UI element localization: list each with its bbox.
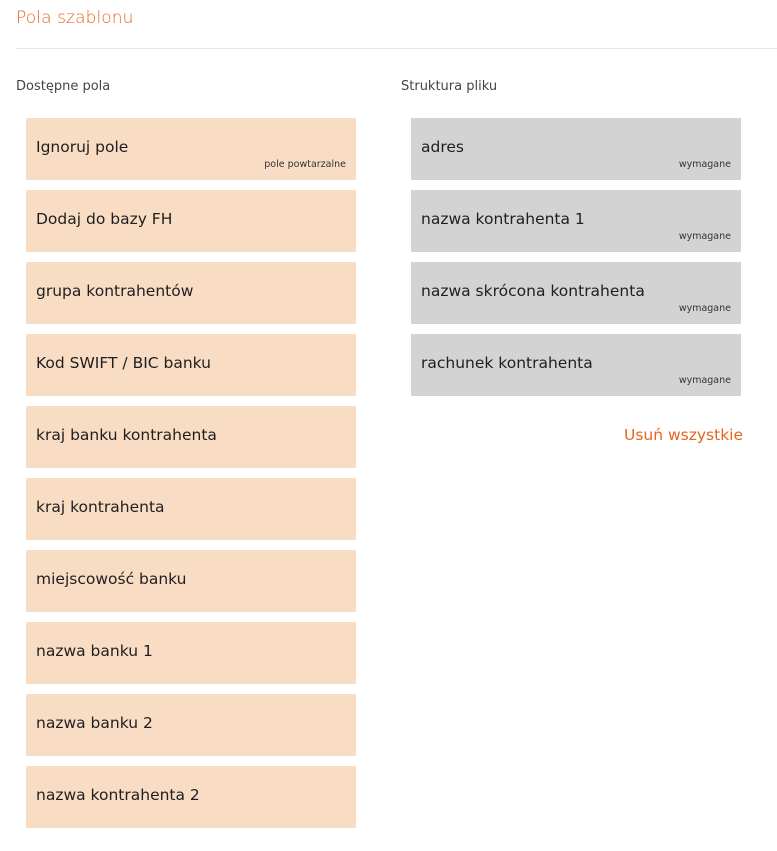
structure-field-contractor-account[interactable] [411,334,741,396]
field-label: Kod SWIFT / BIC banku [36,354,212,372]
file-structure-list [411,118,741,406]
field-label: nazwa banku 1 [36,642,153,660]
required-badge: wymagane [678,159,731,170]
available-fields-list [26,118,356,838]
available-field-ignore[interactable] [26,118,356,180]
available-fields-heading: Dostępne pola [16,79,111,94]
available-field-contractor-name-2[interactable] [26,766,356,828]
available-field-add-to-fh[interactable] [26,190,356,252]
field-label: nazwa kontrahenta 2 [36,786,200,804]
field-label: kraj kontrahenta [36,498,165,516]
available-field-bank-city[interactable] [26,550,356,612]
field-label: miejscowość banku [36,570,187,588]
section-title: Pola szablonu [16,8,134,28]
required-badge: wymagane [678,303,731,314]
structure-field-contractor-name-1[interactable] [411,190,741,252]
available-field-bank-name-2[interactable] [26,694,356,756]
field-label: Ignoruj pole [36,138,129,156]
field-label: adres [421,138,464,156]
available-field-contractor-group[interactable] [26,262,356,324]
available-field-contractor-country[interactable] [26,478,356,540]
field-label: rachunek kontrahenta [421,354,593,372]
file-structure-heading: Struktura pliku [401,79,498,94]
required-badge: wymagane [678,375,731,386]
field-label: nazwa kontrahenta 1 [421,210,585,228]
structure-field-address[interactable] [411,118,741,180]
structure-field-contractor-short-name[interactable] [411,262,741,324]
field-label: Dodaj do bazy FH [36,210,173,228]
available-field-bank-country[interactable] [26,406,356,468]
field-label: kraj banku kontrahenta [36,426,217,444]
field-label: nazwa banku 2 [36,714,153,732]
repeatable-badge: pole powtarzalne [264,159,346,170]
field-label: nazwa skrócona kontrahenta [421,282,645,300]
required-badge: wymagane [678,231,731,242]
available-field-swift-bic[interactable] [26,334,356,396]
remove-all-link[interactable]: Usuń wszystkie [624,426,744,444]
divider [16,48,777,49]
available-field-bank-name-1[interactable] [26,622,356,684]
field-label: grupa kontrahentów [36,282,194,300]
